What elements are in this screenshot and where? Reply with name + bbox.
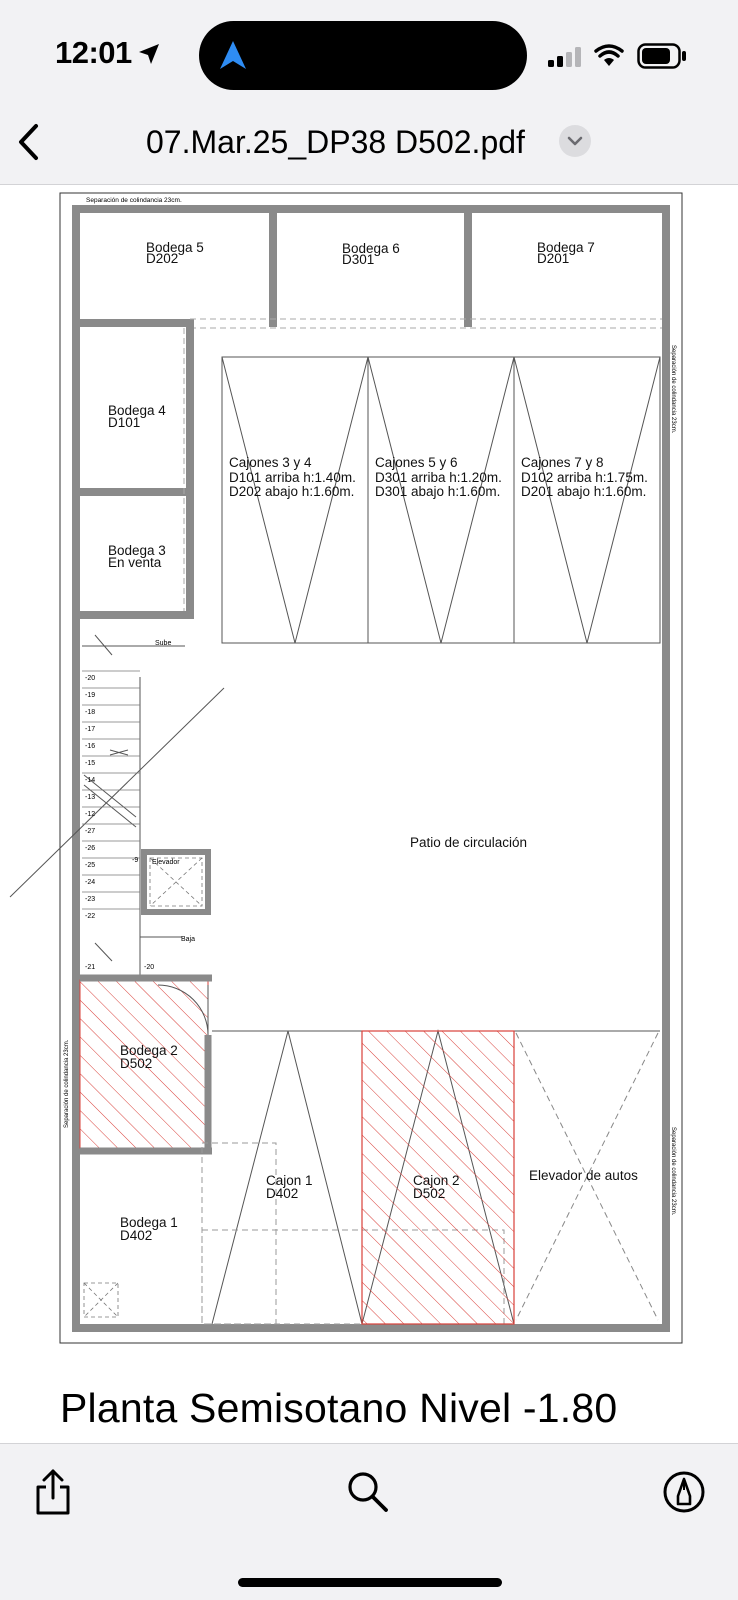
plan-title: Planta Semisotano Nivel -1.80 xyxy=(60,1385,618,1431)
level-9-label: -9 xyxy=(132,857,139,864)
cajones-7-8-lower: D201 abajo h:1.60m. xyxy=(521,484,647,499)
stair xyxy=(10,635,224,975)
level-20-label: -20 xyxy=(144,964,155,971)
cajones-3-4-title: Cajones 3 y 4 xyxy=(229,455,312,470)
cajones-5-6-upper: D301 arriba h:1.20m. xyxy=(375,470,502,485)
car-elevator-label: Elevador de autos xyxy=(529,1168,638,1183)
colindancia-label-right-top: Separación de colindancia 23cm. xyxy=(670,345,676,434)
share-icon[interactable] xyxy=(33,1468,73,1516)
bodega-3-label: Bodega 3 xyxy=(108,543,166,558)
stair-step-label: -19 xyxy=(85,692,96,699)
stair-step-label: -23 xyxy=(85,896,96,903)
bodega-2-owner: D502 xyxy=(120,1056,153,1071)
stair-step-label: -14 xyxy=(85,777,96,784)
title-menu-button[interactable] xyxy=(559,125,591,157)
stair-step-label: -22 xyxy=(85,913,96,920)
location-arrow-icon xyxy=(137,42,161,66)
search-icon[interactable] xyxy=(346,1470,390,1514)
bodega-1-owner: D402 xyxy=(120,1228,153,1243)
colindancia-label-right-bottom: Separación de colindancia 23cm. xyxy=(670,1127,676,1216)
home-indicator xyxy=(238,1578,502,1587)
pdf-page xyxy=(0,185,738,1444)
cajon-1-owner: D402 xyxy=(266,1186,299,1201)
cajones-3-4-lower: D202 abajo h:1.60m. xyxy=(229,484,355,499)
steps-down xyxy=(82,824,140,920)
bodega-5-label: Bodega 5 xyxy=(146,240,204,255)
chevron-left-icon[interactable] xyxy=(14,120,44,164)
bodega-1-box xyxy=(84,1283,118,1317)
stair-step-label: -20 xyxy=(85,675,96,682)
stair-step-label: -18 xyxy=(85,709,96,716)
stair-up-label: Sube xyxy=(155,640,172,647)
floor-plan xyxy=(0,185,738,1443)
stair-down-label: Baja xyxy=(181,936,196,943)
markup-pen-icon[interactable] xyxy=(662,1470,706,1514)
bodega-7-label: Bodega 7 xyxy=(537,240,595,255)
patio-label: Patio de circulación xyxy=(410,835,528,850)
stair-step-label: -15 xyxy=(85,760,96,767)
cajon-1-label: Cajon 1 xyxy=(266,1173,313,1188)
cellular-signal-icon xyxy=(548,47,582,67)
bodega-6-owner: D301 xyxy=(342,252,375,267)
bodega-1-label: Bodega 1 xyxy=(120,1215,178,1230)
stair-step-label: -12 xyxy=(85,811,96,818)
navigation-arrow-icon xyxy=(218,39,248,71)
wifi-icon xyxy=(594,44,624,68)
stair-step-label: -17 xyxy=(85,726,96,733)
bodega-2-label: Bodega 2 xyxy=(120,1043,178,1058)
status-time: 12:01 xyxy=(55,35,132,70)
bodega-7-owner: D201 xyxy=(537,251,570,266)
stair-step-label: -26 xyxy=(85,845,96,852)
cajones-3-4-upper: D101 arriba h:1.40m. xyxy=(229,470,356,485)
cajones-7-8-upper: D102 arriba h:1.75m. xyxy=(521,470,648,485)
cajones-5-6-title: Cajones 5 y 6 xyxy=(375,455,458,470)
chevron-down-icon xyxy=(559,125,591,157)
level-21-label: -21 xyxy=(85,964,96,971)
cajones-7-8-title: Cajones 7 y 8 xyxy=(521,455,604,470)
elevator-label: Elevador xyxy=(152,859,180,866)
stair-step-label: -25 xyxy=(85,862,96,869)
parking-upper xyxy=(222,357,660,643)
stair-step-label: -24 xyxy=(85,879,96,886)
stair-step-label: -13 xyxy=(85,794,96,801)
bottom-toolbar xyxy=(0,1444,738,1600)
bodega-4-label: Bodega 4 xyxy=(108,403,166,418)
steps-up xyxy=(82,671,140,818)
bodega-5-owner: D202 xyxy=(146,251,179,266)
status-bar xyxy=(0,0,738,112)
bodega-4-owner: D101 xyxy=(108,415,141,430)
stair-step-label: -16 xyxy=(85,743,96,750)
cajon-2-owner: D502 xyxy=(413,1186,446,1201)
bodega-6-label: Bodega 6 xyxy=(342,241,400,256)
stair-step-label: -27 xyxy=(85,828,96,835)
colindancia-label-top: Separación de colindancia 23cm. xyxy=(86,197,182,204)
navigation-bar xyxy=(0,112,738,185)
colindancia-label-left: Separación de colindancia 23cm. xyxy=(64,1039,70,1128)
dynamic-island xyxy=(199,21,527,90)
cajon-2-label: Cajon 2 xyxy=(413,1173,460,1188)
bodega-3-owner: En venta xyxy=(108,555,162,570)
battery-icon xyxy=(637,43,687,69)
cajones-5-6-lower: D301 abajo h:1.60m. xyxy=(375,484,501,499)
document-title[interactable]: 07.Mar.25_DP38 D502.pdf xyxy=(146,124,525,160)
